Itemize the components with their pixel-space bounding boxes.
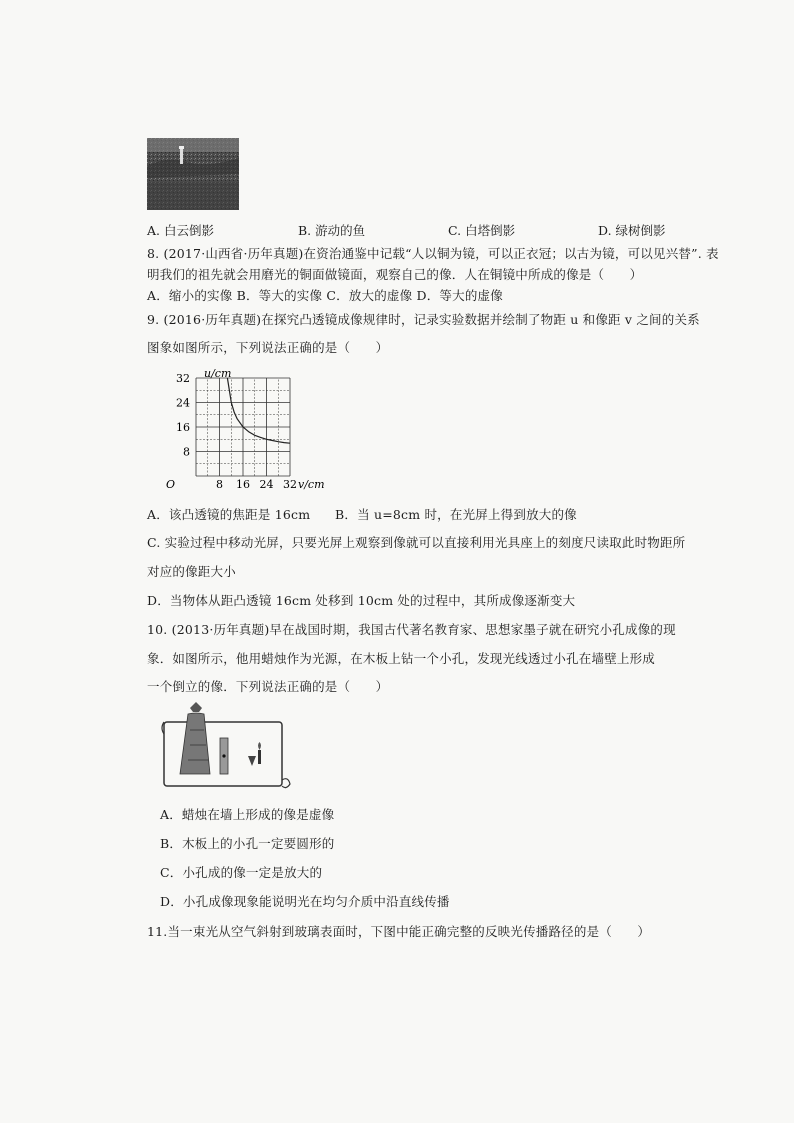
y-tick-label: 8: [183, 445, 190, 459]
y-tick-label: 16: [176, 421, 190, 434]
mozi-pinhole-figure: [160, 700, 295, 795]
y-tick-label: 32: [176, 372, 190, 385]
q7-option-c[interactable]: C. 白塔倒影: [448, 223, 516, 238]
q9-option-d[interactable]: D．当物体从距凸透镜 16cm 处移到 10cm 处的过程中，其所成像逐渐变大: [147, 593, 576, 608]
q7-option-b[interactable]: B. 游动的鱼: [298, 223, 366, 238]
q10-stem-line2: 象．如图所示，他用蜡烛作为光源，在木板上钻一个小孔，发现光线透过小孔在墙壁上形成: [147, 651, 656, 666]
x-tick-label: 24: [259, 478, 274, 491]
q10-stem-line1: 10. (2013·历年真题)早在战国时期，我国古代著名教育家、思想家墨子就在研究小孔成像的现: [147, 622, 676, 637]
q10-option-b[interactable]: B．木板上的小孔一定要圆形的: [160, 836, 335, 851]
q7-option-a[interactable]: A. 白云倒影: [147, 223, 214, 238]
q11-stem: 11.当一束光从空气斜射到玻璃表面时，下图中能正确完整的反映光传播路径的是（ ）: [147, 924, 651, 939]
q9-stem-line2: 图象如图所示，下列说法正确的是（ ）: [147, 340, 389, 355]
tower-reflection-photo: [147, 138, 239, 210]
q9-stem-line1: 9. (2016·历年真题)在探究凸透镜成像规律时，记录实验数据并绘制了物距 u 和像距 v 之间的关系: [147, 312, 700, 327]
q7-option-d[interactable]: D. 绿树倒影: [598, 223, 666, 238]
q9-option-c-line1[interactable]: C. 实验过程中移动光屏，只要光屏上观察到像就可以直接利用光具座上的刻度尺读取此时物距所: [147, 535, 686, 550]
q8-stem-line2: 明我们的祖先就会用磨光的铜面做镜面，观察自己的像．人在铜镜中所成的像是（ ）: [147, 267, 643, 282]
q10-option-c[interactable]: C．小孔成的像一定是放大的: [160, 865, 323, 880]
q8-stem-line1: 8. (2017·山西省·历年真题)在资治通鉴中记载“人以铜为镜，可以正衣冠；以古为镜，可以见兴替”. 表: [147, 246, 719, 261]
q10-option-d[interactable]: D．小孔成像现象能说明光在均匀介质中沿直线传播: [160, 894, 450, 909]
q9-option-c-line2: 对应的像距大小: [147, 564, 236, 579]
q9-option-b[interactable]: B．当 u=8cm 时，在光屏上得到放大的像: [335, 507, 577, 522]
q10-option-a[interactable]: A．蜡烛在墙上形成的像是虚像: [160, 807, 335, 822]
x-axis-label: v/cm: [298, 478, 325, 491]
x-tick-label: 32: [283, 478, 297, 491]
y-tick-label: 24: [176, 396, 190, 410]
u-v-graph: [160, 364, 340, 494]
origin-label: O: [166, 478, 176, 491]
q9-option-a[interactable]: A．该凸透镜的焦距是 16cm: [147, 507, 311, 522]
q8-options: A．缩小的实像 B．等大的实像 C．放大的虚像 D．等大的虚像: [147, 288, 503, 303]
y-axis-label: u/cm: [204, 367, 232, 380]
u-v-curve: [227, 378, 290, 443]
x-tick-label: 16: [236, 478, 250, 491]
q10-stem-line3: 一个倒立的像．下列说法正确的是（ ）: [147, 679, 389, 694]
x-tick-label: 8: [216, 478, 223, 491]
